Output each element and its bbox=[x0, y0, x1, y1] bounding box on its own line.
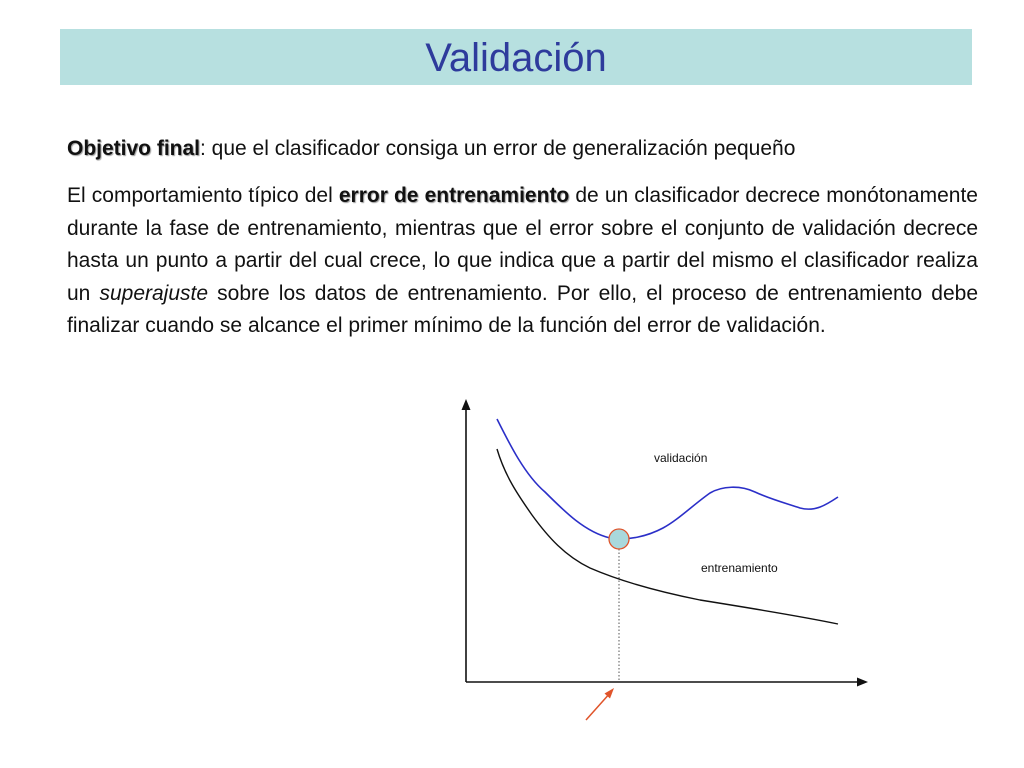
validation-curve bbox=[497, 419, 838, 539]
slide-title: Validación bbox=[425, 36, 607, 80]
validation-curve-label: validación bbox=[654, 451, 708, 465]
body-bold-term: error de entrenamiento bbox=[338, 184, 570, 207]
body-text-3: sobre los datos de entrenamiento. Por ello, el proceso de entrenamiento debe finalizar cuando se alcance el primer mínimo de la función del error de validación. bbox=[67, 281, 979, 338]
training-curve-label: entrenamiento bbox=[701, 561, 778, 575]
training-curve bbox=[497, 449, 838, 624]
error-curves-diagram bbox=[440, 395, 880, 730]
body-italic-term: superajuste bbox=[99, 281, 209, 305]
objective-text: : que el clasificador consiga un error de generalización pequeño bbox=[200, 137, 796, 160]
objective-label: Objetivo final bbox=[67, 137, 201, 160]
x-axis-arrowhead bbox=[857, 678, 868, 687]
stop-point-arrow bbox=[586, 692, 611, 720]
body-text-1: El comportamiento típico del bbox=[67, 184, 339, 207]
validation-minimum-marker bbox=[609, 529, 629, 549]
body-text-2: de un clasificador decrece monótonamente durante la fase de entrenamiento, mientras que el error sobre el conjunto de validación decrece hasta un punto a partir del cual crece, lo que indica que a partir del mismo el clasificador realiza un bbox=[67, 184, 978, 305]
title-bar bbox=[60, 29, 972, 85]
objective-paragraph bbox=[67, 134, 967, 164]
y-axis-arrowhead bbox=[462, 399, 471, 410]
body-paragraph bbox=[67, 180, 978, 343]
